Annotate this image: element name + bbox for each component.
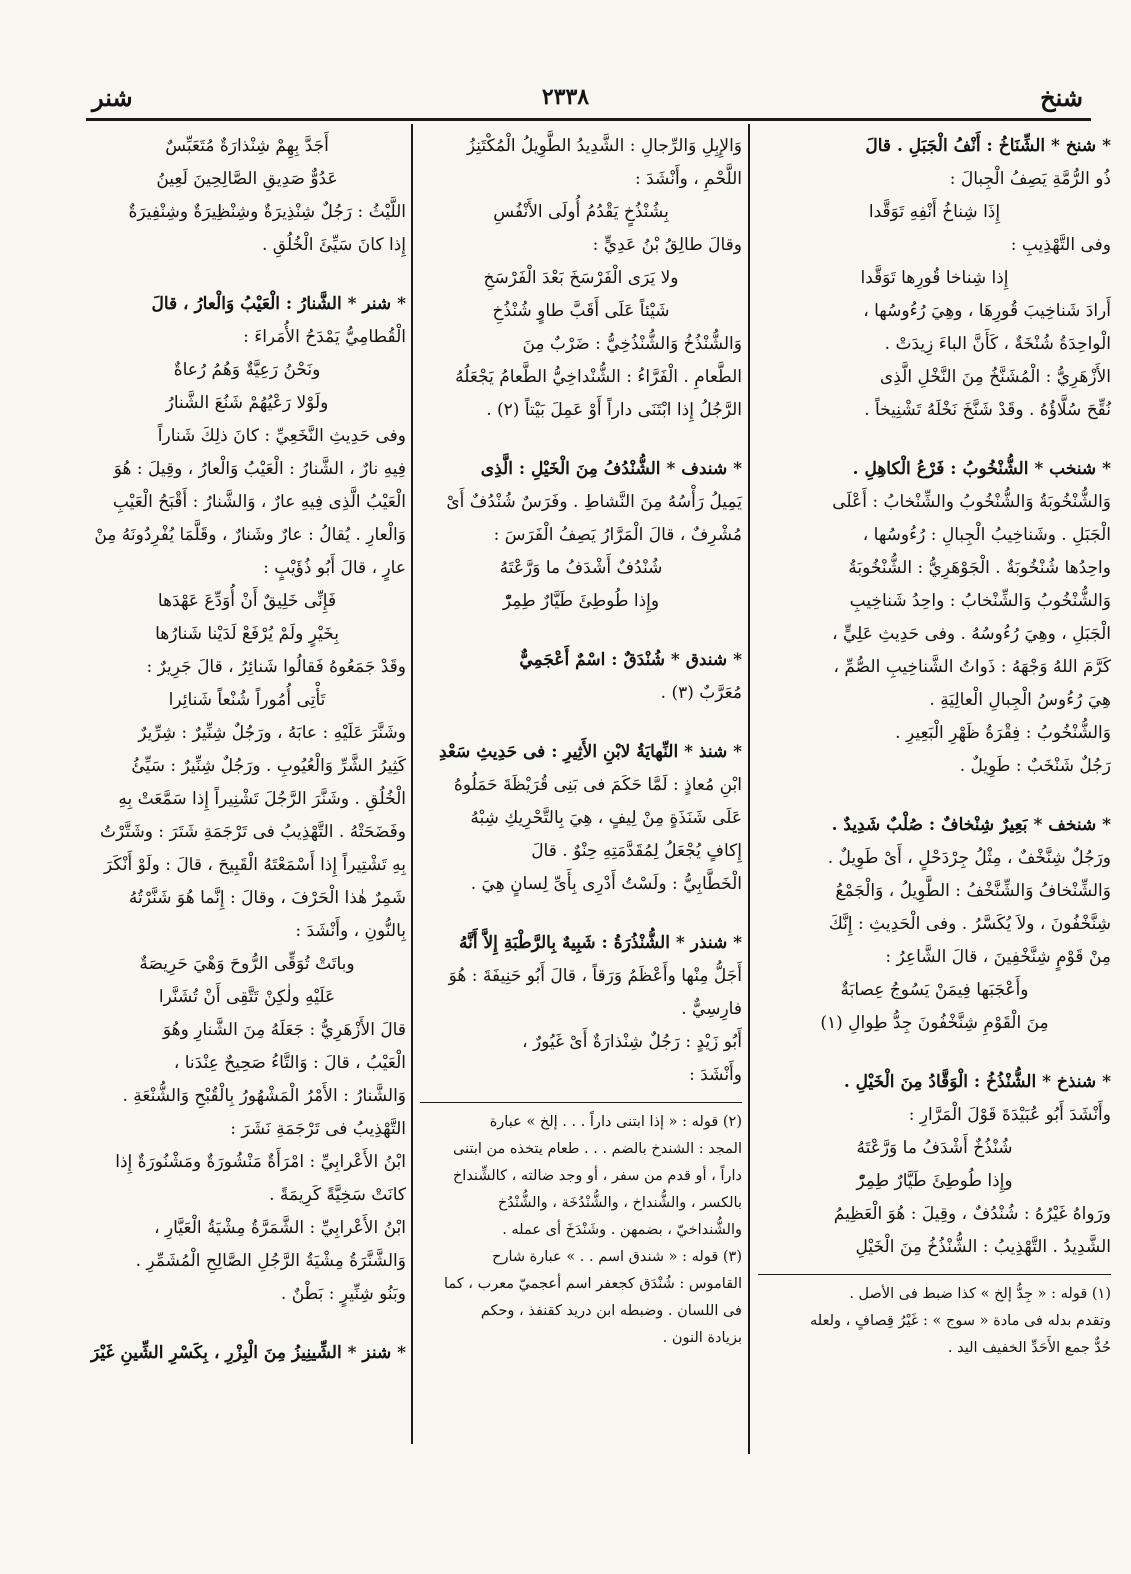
text-line: الْخَطَّابِيُّ : ولَسْتُ أَدْرِى بِأَىِّ لِسانٍ هِيَ .: [470, 874, 742, 894]
text-line: وأَعْجَبَها فِيمَنْ يَسُوجُ عِصابَةٌ: [840, 980, 1029, 1000]
text-line: وَالشُّنْذُخُ وَالشُّنْذُخِيُّ : ضَرْبٌ مِنَ: [522, 334, 742, 354]
text-line: عَدُوٌّ صَدِيقِ الصَّالِحِينَ لَعِينُ: [156, 169, 338, 189]
text-line: بالكسر ، والشُّنداخ ، والشُّنْدُخَة ، والشُّنْدُخ: [497, 1195, 742, 1211]
text-line: نُقِّحَ سُلَّاؤُهُ . وقَدْ شَنَّخَ نَخْلَهُ تَشْنِيخاً .: [864, 400, 1111, 420]
running-head-right: شنخ: [1040, 83, 1083, 112]
text-line: فَإِنِّى خَلِيقٌ أَنْ أُوَدِّعَ عَهْدَها: [157, 591, 337, 611]
text-line: وَالشُّنْخُوبَةُ وَالشُّنْخُوبُ والشِّنْخابُ : أَعْلَى: [832, 492, 1111, 512]
text-line: القاموس : شُنْدَق كجعفر اسم أعجميّ معرب ، كما: [443, 1276, 742, 1292]
text-line: ذُو الرُّمَّةِ يَصِفُ الْجِبالَ :: [949, 169, 1111, 189]
text-line: إِذَا شِناخُ أَنْفِهِ تَوَقَّدا: [868, 202, 1001, 222]
column-right: [758, 130, 1111, 1362]
text-line: هِيَ رُءُوسُ الْجِبالِ الْعالِيَةِ .: [929, 690, 1111, 710]
column-middle-body: [420, 130, 742, 1092]
footnote-rule: [420, 1102, 742, 1103]
text-line: قالَ الأَزْهَرِيُّ : جَعَلَهُ مِنَ الشَّنارِ وهُوَ: [162, 1020, 406, 1040]
text-line: أَبُو زَيْدٍ : رَجُلٌ شِنْذارَةٌ أَىْ غَيُورٌ ،: [522, 1032, 742, 1052]
text-line: بِالنُّونِ ، وأَنْشَدَ :: [295, 921, 406, 941]
entry-gap: [420, 710, 742, 736]
text-line: يَمِيلُ رَأْسُهُ مِنَ النَّشاطِ . وفَرَسٌ شُنْدُفٌ أَىْ: [446, 492, 742, 512]
text-line: عارٍ ، قالَ أَبُو ذُؤَيْبٍ :: [263, 558, 406, 578]
text-line: الْقُطامِيُّ يَمْدَحُ الأُمَراءَ :: [243, 327, 406, 347]
text-line: كَثِيرُ الشَّرِّ وَالْعُيُوبِ . ورَجُلٌ شِنِّيرٌ : سَيِّئُ: [131, 756, 406, 776]
text-line: إِذا كانَ سَيِّئَ الْخُلُقِ .: [261, 235, 406, 255]
entry-headword-line: * شندف * الشُّنْدُفُ مِنَ الْخَيْلِ : الَّذِى: [480, 459, 742, 479]
entry-headword-line: * شنز * الشِّينِيزُ مِنَ الْبِزْرِ ، بِكَسْرِ الشِّينِ غَيْرَ: [91, 1343, 406, 1363]
text-line: بِخَيْرٍ ولَمْ يُرْفَعْ لَدَيْنا شَنارُها: [155, 624, 339, 644]
text-line: وفى التَّهْذِيبِ :: [1010, 235, 1111, 255]
entry-headword-line: * شنخف * بَعِيرٌ شِنْخافٌ : صُلْبٌ شَدِيدٌ .: [831, 815, 1111, 835]
text-line: وإِذا طُوطِئَ طَيَّارٌ طِمِرّْ: [502, 591, 660, 611]
column-divider-right: [748, 124, 750, 1454]
text-line: وَالْعارِ . يُقالُ : عارٌ وشَنارٌ ، وقَلَّمَا يُفْرِدُونَهُ مِنْ: [94, 525, 406, 545]
running-head-left: شنر: [92, 83, 133, 112]
text-line: ابْنُ الأَعْرابِيِّ : الشَّمَرَّةُ مِشْيَةُ الْعَيَّارِ ،: [154, 1218, 406, 1238]
text-line: شَيْئاً عَلَى أَقَبَّ طاوٍ شُنْذُخِ: [492, 301, 670, 321]
text-line: بِشُنْذُخٍ يَقْدُمُ أُولَى الأَنْفُسِ: [493, 202, 669, 222]
entry-gap: [758, 783, 1111, 809]
text-line: المجد : الشندخ بالضم . . . طعام يتخذه من ابتنى: [452, 1141, 742, 1157]
text-line: عَلَى شَنَذَةٍ مِنْ لِيفٍ ، هِيَ بِالتَّحْرِيكِ شِبْهُ: [470, 808, 742, 828]
text-line: وأَنْشَدَ أَبُو عُبَيْدَةَ قَوْلَ الْمَرَّارِ :: [908, 1105, 1111, 1125]
text-line: (٣) قوله : « شندق اسم . . » عبارة شارح: [492, 1249, 742, 1265]
entry-gap: [88, 262, 406, 288]
text-line: مُعَرَّبٌ (٣) .: [660, 683, 742, 703]
text-line: وَالشَّنَّرَةُ مِشْيَةُ الرَّجُلِ الصَّالِحِ الْمُشَمِّرِ .: [135, 1251, 406, 1271]
text-line: الشَّدِيدُ . التَّهْذِيبُ : الشُّنْذُخُ مِنَ الْخَيْلِ: [855, 1237, 1111, 1257]
text-line: واحِدُها شُنْخُوبَةٌ . الْجَوْهَرِيُّ : الشُّنْخُوبَةُ: [848, 558, 1111, 578]
text-line: ونَحْنُ رَعِيَّةٌ وَهُمُ رُعاةٌ: [173, 360, 321, 380]
text-line: مِنْ قَوْمٍ شِنَّخْفِينَ ، قالَ الشَّاعِرُ :: [885, 947, 1111, 967]
entry-headword-line: * شنذر * الشُّنْذُرَةُ : شَبِيهٌ بِالرَّطْبَةِ إِلاَّ أَنَّهُ: [459, 933, 742, 953]
text-line: إِكافٍ يُجْعَلُ لِمُقَدَّمَتِهِ حِنْوٌ . قالَ: [531, 841, 742, 861]
text-line: وباتَتْ تُوَقِّى الرُّوحَ وَهْيَ حَرِيصَةٌ: [139, 954, 355, 974]
entry-gap: [420, 427, 742, 453]
text-line: وبَنُو شِنِّيرٍ : بَطْنٌ .: [280, 1284, 406, 1304]
text-line: الأَزْهَرِيُّ : الْمُشَنَّخُ مِنَ النَّخْلِ الَّذِى: [879, 367, 1111, 387]
text-line: بِهِ تَشْتِيراً إِذا أَسْمَعْتَهُ الْقَبِيحَ ، قالَ : ولَوْ أَنْكَرَ: [104, 855, 406, 875]
entry-headword-line: * شنخ * الشِّنَاخُ : أَنْفُ الْجَبَلِ . قالَ: [865, 136, 1111, 156]
text-line: ولَوْلا رَعْيُهُمْ شَنُعَ الشَّنارُ: [165, 393, 329, 413]
entry-gap: [758, 427, 1111, 453]
text-line: وفَضَحَتْهُ . التَّهْذِيبُ فى تَرْجَمَةِ شَتَرَ : وشَتَّرْتُ: [99, 822, 406, 842]
text-line: وإِذا طُوطِئَ طَيَّارٌ طِمِرّْ: [856, 1171, 1013, 1191]
text-line: الْعَيْبُ الَّذِى فِيهِ عارٌ ، وَالشَّنارُ : أَقْبَحُ الْعَيْبِ: [112, 492, 406, 512]
text-line: وتقدم بدله فى مادة « سوج » : غَيْرُ قِصافٍ ، ولعله: [810, 1313, 1111, 1329]
footnote-rule: [758, 1274, 1111, 1275]
text-line: اللَّحْمِ ، وأَنْشَدَ :: [635, 169, 742, 189]
page-number: ٢٣٣٨: [541, 84, 590, 110]
text-line: أَجَدَّ بِهِمْ شِنْذارَةٌ مُتَعَبِّسٌ: [165, 136, 329, 156]
text-line: أَرادَ شَناخِيبَ قُورِهَا ، وهِيَ رُءُوسُها ،: [863, 301, 1111, 321]
column-middle-footnotes: [420, 1109, 742, 1352]
text-line: شُنْذُخٌ أَشْدَفُ ما وَرَّعْتَهُ: [856, 1138, 1013, 1158]
text-line: التَّهْذِيبُ فى تَرْجَمَةِ نَشَرَ :: [230, 1119, 406, 1139]
text-line: الْعَيْبُ ، قالَ : وَالتَّاءُ صَحِيحٌ عِنْدَنا ،: [173, 1053, 406, 1073]
column-left: [88, 130, 406, 1370]
text-line: ابْنُ الأَعْرابِيِّ : امْرَأَةٌ مَنْشُورَةٌ ومَشْنُورَةٌ إِذا: [115, 1152, 406, 1172]
column-right-body: [758, 130, 1111, 1264]
text-line: ابْنِ مُعاذٍ : لَمَّا حَكَمَ فى بَنِى قُرَيْظَةَ حَمَلُوهُ: [453, 775, 742, 795]
text-line: حُدٌّ جمع الأَحَدِّ الخفيف اليد .: [947, 1340, 1111, 1356]
text-line: وَالإِبِلِ وَالرِّجالِ : الشَّدِيدُ الطَّوِيلُ الْمُكْتَنِزُ: [466, 136, 742, 156]
header-rule: [86, 118, 1091, 121]
text-line: الْجَبَلِ ، وهِيَ رُءُوسُهُ . وفى حَدِيثِ عَلِيٍّ ،: [832, 624, 1111, 644]
text-line: تَأْتِى أُمُوراً شُنْعاً شَنائِرا: [168, 690, 326, 710]
text-line: عَلَيْهِ ولٰكِنْ تَتَّقِى أَنْ تُشَنَّرا: [158, 987, 336, 1007]
text-line: ولا يَرَى الْفَرْسَخَ بَعْدَ الْفَرْسَخِ: [483, 268, 679, 288]
text-line: وقَدْ جَمَعُوهُ فَقالُوا شَنائِرُ ، قالَ جَرِيرٌ :: [146, 657, 406, 677]
text-line: الْخُلُقِ . وشَنَّرَ الرَّجُلَ تَشْنِيراً إِذا سَمَّعَتْ بِهِ: [118, 789, 406, 809]
text-line: فى اللسان . وضبطه ابن دريد كقنفذ ، وحكم: [480, 1303, 742, 1319]
column-right-footnotes: [758, 1281, 1111, 1362]
entry-headword-line: * شندق * شُنْدَقٌ : اسْمٌ أَعْجَمِيٌّ: [519, 650, 742, 670]
text-line: فارِسِيٌّ .: [681, 999, 742, 1019]
column-left-body: [88, 130, 406, 1370]
text-line: وقالَ طالِقُ بْنُ عَدِيٍّ :: [592, 235, 742, 255]
entry-headword-line: * شنر * الشَّنارُ : الْعَيْبُ وَالْعارُ ، قالَ: [151, 294, 406, 314]
entry-gap: [758, 1040, 1111, 1066]
text-line: الْجَبَلِ . وشَناخِيبُ الْجِبالِ : رُءُوسُها ،: [862, 525, 1111, 545]
text-line: مِنَ الْقَوْمِ شِنَّخْفُونَ جِدُّ طِوالِ (١): [820, 1013, 1049, 1033]
entry-headword-line: * شنذ * النِّهايَةُ لابْنِ الأَثِيرِ : فى حَدِيثِ سَعْدِ: [438, 742, 742, 762]
column-divider-left: [411, 124, 413, 1444]
text-line: فِيهِ نارٌ ، الشَّنارُ : الْعَيْبُ وَالْعارُ ، وقِيلَ : هُوَ: [113, 459, 406, 479]
entry-gap: [88, 1311, 406, 1337]
text-line: وَالشَّنارُ : الأَمْرُ الْمَشْهُورُ بِالْقُبْحِ وَالشُّنْعَةِ .: [122, 1086, 406, 1106]
text-line: داراً ، أو قدم من سفر ، أو وجد ضالته ، كالشِّنداخ: [452, 1168, 742, 1184]
text-line: وَالشُّنْخُوبُ : فِقْرَةُ ظَهْرِ الْبَعِيرِ .: [895, 723, 1111, 743]
text-line: (٢) قوله : « إذا ابتنى داراً . . . إلخ » عبارة: [489, 1114, 742, 1130]
entry-headword-line: * شنذخ * الشُّنْذُخُ : الْوَقَّادُ مِنَ الْخَيْلِ .: [843, 1072, 1111, 1092]
text-line: ورَواهُ غَيْرُهُ : شُنْدُفٌ ، وقِيلَ : هُوَ الْعَظِيمُ: [833, 1204, 1111, 1224]
text-line: (١) قوله : « جِدُّ إلخ » كذا ضبط فى الأصل .: [849, 1286, 1111, 1302]
text-line: والشُّنداخيّ ، بضمهن . وشَنْدَخَ أى عمله .: [502, 1222, 742, 1238]
column-middle: [420, 130, 742, 1352]
text-line: وشَنَّرَ عَلَيْهِ : عابَهُ ، ورَجُلٌ شِنِّيرٌ : شِرِّيرٌ: [138, 723, 406, 743]
text-line: وَالشُّنْخُوبُ وَالشِّنْخابُ : واحِدُ شَناخِيبِ: [849, 591, 1111, 611]
text-line: إِذا شِناخا قُورِها تَوَقَّدا: [860, 268, 1009, 288]
text-line: الرَّجُلُ إِذا ابْتَنَى داراً أَوْ عَمِلَ بَيْتاً (٢) .: [486, 400, 742, 420]
text-line: وفى حَدِيثِ النَّخَعِيِّ : كانَ ذلِكَ شَناراً: [157, 426, 406, 446]
entry-gap: [420, 618, 742, 644]
text-line: أَجَلُّ مِنْها وأَعْظَمُ وَرَقاً ، قالَ أَبُو حَنِيفَةَ : هُوَ: [448, 966, 742, 986]
text-line: بزيادة النون .: [662, 1330, 742, 1346]
entry-headword-line: * شنخب * الشُّنْخُوبُ : فَرْعُ الْكاهِلِ .: [852, 459, 1111, 479]
text-line: شِنَّخْفُونَ ، ولاَ يُكَسَّرُ . وفى الْحَدِيثِ : إِنَّكَ: [828, 914, 1111, 934]
text-line: كَرَّمَ اللهُ وَجْهَهُ : ذَواتُ الشَّناخِيبِ الصُّمِّ ،: [833, 657, 1111, 677]
text-line: شَمِرٌ هٰذا الْحَرْفَ ، وقالَ : إِنَّما هُوَ شَنَّرْتُهُ: [128, 888, 406, 908]
text-line: شُنْدُفٌ أَشْدَفُ ما وَرَّعْتَهُ: [499, 558, 663, 578]
entry-gap: [420, 901, 742, 927]
text-line: رَجُلٌ شَنْخَبٌ : طَوِيلٌ .: [959, 756, 1111, 776]
text-line: ورَجُلٌ شِنَّخْفٌ ، مِثْلُ جِرْدَحْلٍ ، أَىْ طَوِيلٌ .: [827, 848, 1111, 868]
text-line: مُشْرِفٌ ، قالَ الْمَرَّارُ يَصِفُ الْفَرَسَ :: [493, 525, 742, 545]
text-line: الطَّعامِ . الْفَرَّاءُ : الشُّنْداخِيُّ الطَّعامُ يَجْعَلُهُ: [455, 367, 742, 387]
text-line: اللَّيْثُ : رَجُلٌ شِنْذِيرَةٌ وشِنْظِيرَةٌ وشِنْفِيرَةٌ: [128, 202, 406, 222]
text-line: كانَتْ سَخِيَّةً كَرِيمَةً .: [269, 1185, 406, 1205]
text-line: وأَنْشَدَ :: [689, 1065, 742, 1085]
text-line: وَالشِّنْخافُ وَالشِّنَّخْفُ : الطَّوِيلُ ، وَالْجَمْعُ: [835, 881, 1111, 901]
text-line: الْواحِدَةُ شُنْخَةٌ ، كَأَنَّ الباءَ زِيدَتْ .: [884, 334, 1111, 354]
